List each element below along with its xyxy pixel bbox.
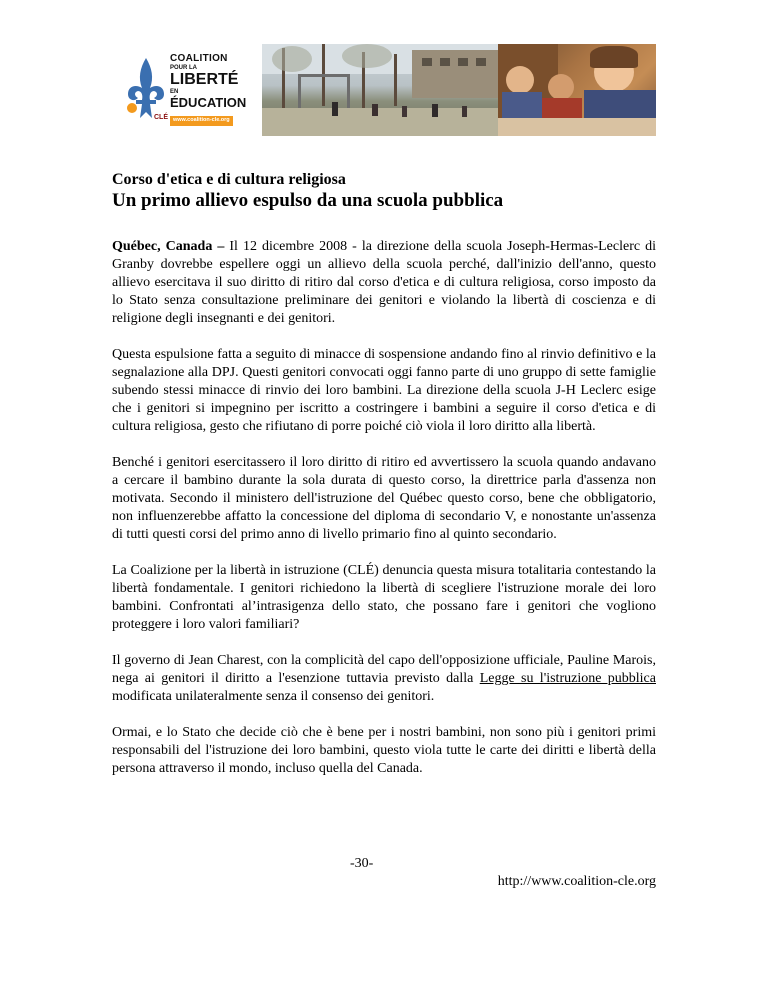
paragraph-5-start: Il governo di Jean Charest, con la complicità del capo dell'opposizione ufficiale, Pauline Marois, nega ai genitori il diritto a l'esenzione tuttavia previsto dalla xyxy=(112,653,656,686)
paragraph-6: Ormai, e lo Stato che decide ciò che è bene per i nostri bambini, non sono più i genitori primi responsabili del l'istruzione dei loro bambini, questo viola tutte le carte dei diritti e libertà della persona attraverso il mondo, incluso quella del Canada. xyxy=(112,725,656,776)
school-courtyard-photo xyxy=(262,44,498,136)
article-title: Un primo allievo espulso da una scuola pubblica xyxy=(112,190,504,211)
logo-line-en: EN xyxy=(170,89,179,95)
dateline: Québec, Canada – xyxy=(112,239,225,254)
logo-line-liberte: LIBERTÉ xyxy=(170,71,239,88)
paragraph-2: Questa espulsione fatta a seguito di minacce di sospensione andando fino al rinvio definitivo e la segnalazione alla DPJ. Questi genitori convocati oggi fanno parte di uno gruppo di sette famiglie subendo stessi minacce di rinvio dei loro bambini. La direzione della scuola J-H Leclerc esige che i genitori si impegnino per iscritto a costringere i bambini a seguire il corso d'etica e di cultura religiosa, gesto che rifiutano di porre poiché ciò viola il loro diritto alla libertà. xyxy=(112,347,656,434)
paragraph-5 xyxy=(112,652,656,706)
logo-line-education: ÉDUCATION xyxy=(170,95,247,110)
fleur-de-lis-icon xyxy=(124,56,168,122)
logo-cle-mark: CLÉ xyxy=(154,114,168,121)
paragraph-4: La Coalizione per la libertà in istruzione (CLÉ) denuncia questa misura totalitaria contestando la libertà fondamentale. I genitori richiedono la libertà di scegliere l'istruzione morale dei loro bambini. Confrontati al’intrasigenza dello stato, che possano fare i genitori che vogliono proteggere i loro valori familiari? xyxy=(112,563,656,632)
article-subtitle: Corso d'etica e di cultura religiosa xyxy=(112,171,346,188)
law-link[interactable]: Legge su l'istruzione pubblica xyxy=(479,671,656,686)
footer-url[interactable]: http://www.coalition-cle.org xyxy=(497,874,656,889)
paragraph-1 xyxy=(112,238,656,328)
classroom-students-photo xyxy=(498,44,656,136)
logo-url: www.coalition-cle.org xyxy=(170,116,233,126)
paragraph-1-body: Il 12 dicembre 2008 - la direzione della scuola Joseph-Hermas-Leclerc di Granby dovrebbe espellere oggi un allievo della scuola perché, dall'inizio dell'anno, questo allievo esercitava il suo diritto di ritiro dal corso d'etica e di cultura religiosa, corso imposto da lo Stato senza consultazione preliminare dei genitori e violando la libertà di coscienza e di religione degli insegnanti e dei genitori. xyxy=(112,239,656,326)
article xyxy=(112,164,656,778)
paragraph-5-end: modificata unilateralmente senza il consenso dei genitori. xyxy=(112,689,435,704)
logo-line-pour-la: POUR LA xyxy=(170,65,197,71)
paragraph-3: Benché i genitori esercitassero il loro diritto di ritiro ed avvertissero la scuola quando andavano a cercare il bambino durante la sola durata di questo corso, la direttrice parla d'assenza non motivata. Secondo il ministero dell'istruzione del Québec questo corso, bene che obbligatorio, non influenzerebbe affatto la concessione del diploma di secondario V, e nonostante un'assenza di tutti questi corsi del primo anno di livello primario fino al quinto secondario. xyxy=(112,455,656,542)
header-banner xyxy=(112,44,656,136)
logo-wordmark xyxy=(170,54,246,126)
logo-line-coalition: COALITION xyxy=(170,53,228,64)
coalition-logo xyxy=(112,44,262,136)
page-number: -30- xyxy=(350,856,374,871)
